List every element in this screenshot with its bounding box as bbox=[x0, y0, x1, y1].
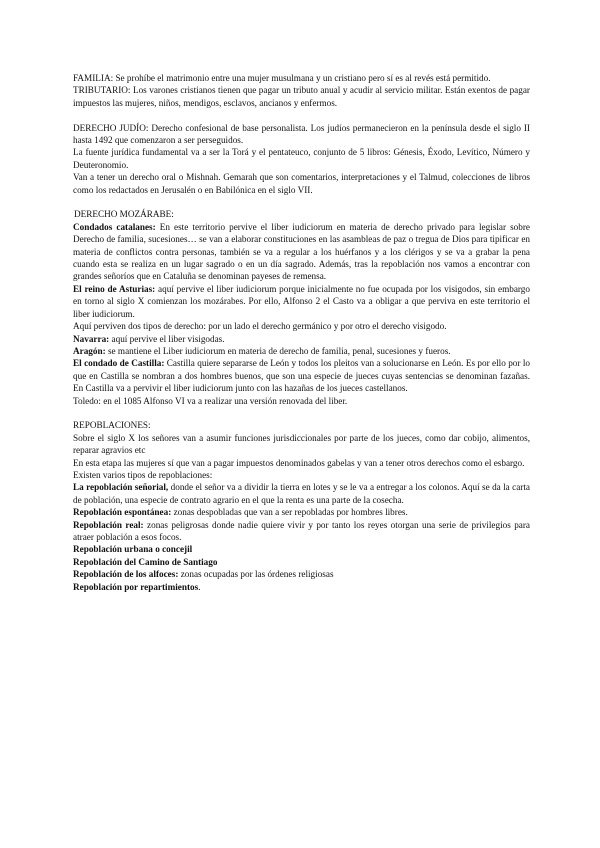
toledo-paragraph: Toledo: en el 1085 Alfonso VI va a realizar una versión renovada del liber. bbox=[73, 395, 348, 406]
urbana-label: Repoblación urbana o concejil bbox=[73, 544, 193, 555]
judio-paragraph-1: DERECHO JUDÍO: Derecho confesional de base personalista. Los judíos permanecieron en la península desde el siglo II hasta 1492 que comenzaron a ser perseguidos. bbox=[73, 122, 530, 146]
camino-paragraph bbox=[73, 556, 530, 568]
navarra-paragraph bbox=[73, 333, 530, 345]
urbana-paragraph bbox=[73, 543, 530, 555]
judio-paragraph-2: La fuente jurídica fundamental va a ser la Torá y el pentateuco, conjunto de 5 libros: Génesis, Éxodo, Levítico, Número y Deuteronomio. bbox=[73, 147, 530, 170]
familia-paragraph: FAMILIA: Se prohíbe el matrimonio entre una mujer musulmana y un cristiano pero sí es al revés está permitido. bbox=[73, 73, 491, 83]
repartimientos-label: Repoblación por repartimientos bbox=[73, 581, 199, 592]
senorial-text: donde el señor va a dividir la tierra en lotes y se le va a entregar a los colonos. Aquí se da la carta de población, una especie de contrato agrario en el que la renta es una parte de la cosecha. bbox=[73, 482, 530, 505]
tributario-paragraph: TRIBUTARIO: Los varones cristianos tienen que pagar un tributo anual y acudir al servicio militar. Están exentos de pagar impuestos las mujeres, niños, mendigos, esclavos, ancianos y enfermos. bbox=[73, 85, 530, 108]
repartimientos-text: . bbox=[198, 581, 201, 592]
judio-paragraph-3: Van a tener un derecho oral o Mishnah. Gemarah que son comentarios, interpretaciones y el Talmud, colecciones de libros como los redactados en Jerusalén o en Babilónica en el siglo VII. bbox=[73, 172, 530, 195]
asturias-label: El reino de Asturias: bbox=[73, 283, 156, 294]
aragon-label: Aragón: bbox=[73, 345, 106, 356]
asturias-text: aquí pervive el liber iudiciorum porque inicialmente no fue ocupada por los visigodos, sin embargo en torno al siglo X comienzan los mozárabes. Por ello, Alfonso 2 el Casto va a obligar a que perviva en este territorio el liber iudiciorum. bbox=[73, 283, 530, 319]
real-label: Repoblación real: bbox=[73, 519, 144, 530]
castilla-label: El condado de Castilla: bbox=[73, 358, 165, 369]
navarra-label: Navarra: bbox=[73, 333, 110, 344]
repo-paragraph-2: En esta etapa las mujeres sí que van a pagar impuestos denominados gabelas y van a tener otros derechos como el esbargo. bbox=[73, 457, 525, 468]
senorial-paragraph bbox=[73, 481, 530, 506]
catalanes-paragraph bbox=[73, 221, 530, 283]
asturias-paragraph bbox=[73, 283, 530, 320]
navarra-text: aquí pervive el liber visigodas. bbox=[109, 333, 225, 344]
asturias-paragraph-2: Aquí perviven dos tipos de derecho: por un lado el derecho germánico y por otro el derecho visigodo. bbox=[73, 321, 447, 332]
catalanes-label: Condados catalanes: bbox=[73, 221, 156, 232]
real-paragraph bbox=[73, 519, 530, 544]
camino-label: Repoblación del Camino de Santiago bbox=[73, 556, 218, 567]
alfoces-label: Repoblación de los alfoces: bbox=[73, 569, 179, 580]
senorial-label: La repoblación señorial, bbox=[73, 482, 169, 493]
espontanea-text: zonas despobladas que van a ser repobladas por hombres libres. bbox=[171, 507, 408, 518]
repo-paragraph-1: Sobre el siglo X los señores van a asumir funciones jurisdiccionales por parte de los jueces, como dar cobijo, alimentos, reparar agravios etc bbox=[73, 432, 530, 456]
aragon-text: se mantiene el Liber iudiciorum en materia de derecho de familia, penal, sucesiones y fueros. bbox=[105, 345, 451, 356]
castilla-text: Castilla quiere separarse de León y todos los pleitos van a solucionarse en León. Es por ello por lo que en Castilla se nombran a dos hombres buenos, que son una especie de jueces cuyas sentencias se denominan fazañas. En Castilla va a pervivir el liber iudiciorum junto con las hazañas de los jueces castellanos. bbox=[73, 358, 530, 394]
aragon-paragraph bbox=[73, 345, 530, 357]
repoblaciones-heading: REPOBLACIONES: bbox=[73, 420, 151, 431]
catalanes-text: En este territorio pervive el liber iudiciorum en materia de derecho privado para legislar sobre Derecho de familia, sucesiones… se van a elaborar constituciones en las asambleas de paz o tregua de Dios para tipificar en materia de conflictos contra personas, también se va a regular a los huérfanos y a los clérigos y se va a grabar la pena cuando esta se realiza en un lugar sagrado o en un día sagrado. Además, tras la repoblación nos vamos a encontrar con grandes señoríos que en Cataluña se denominan payeses de remensa. bbox=[73, 221, 530, 282]
alfoces-paragraph bbox=[73, 568, 530, 580]
espontanea-paragraph bbox=[73, 506, 530, 518]
document-body bbox=[73, 72, 530, 593]
mozarabe-heading: DERECHO MOZÁRABE: bbox=[74, 209, 174, 220]
repartimientos-paragraph bbox=[73, 581, 530, 593]
castilla-paragraph bbox=[73, 357, 530, 394]
espontanea-label: Repoblación espontánea: bbox=[73, 507, 172, 518]
alfoces-text: zonas ocupadas por las órdenes religiosas bbox=[178, 569, 334, 580]
real-text: zonas peligrosas donde nadie quiere vivir y por tanto los reyes otorgan una serie de privilegios para atraer población a esos focos. bbox=[73, 519, 531, 542]
repo-paragraph-3: Existen varios tipos de repoblaciones: bbox=[73, 469, 213, 480]
